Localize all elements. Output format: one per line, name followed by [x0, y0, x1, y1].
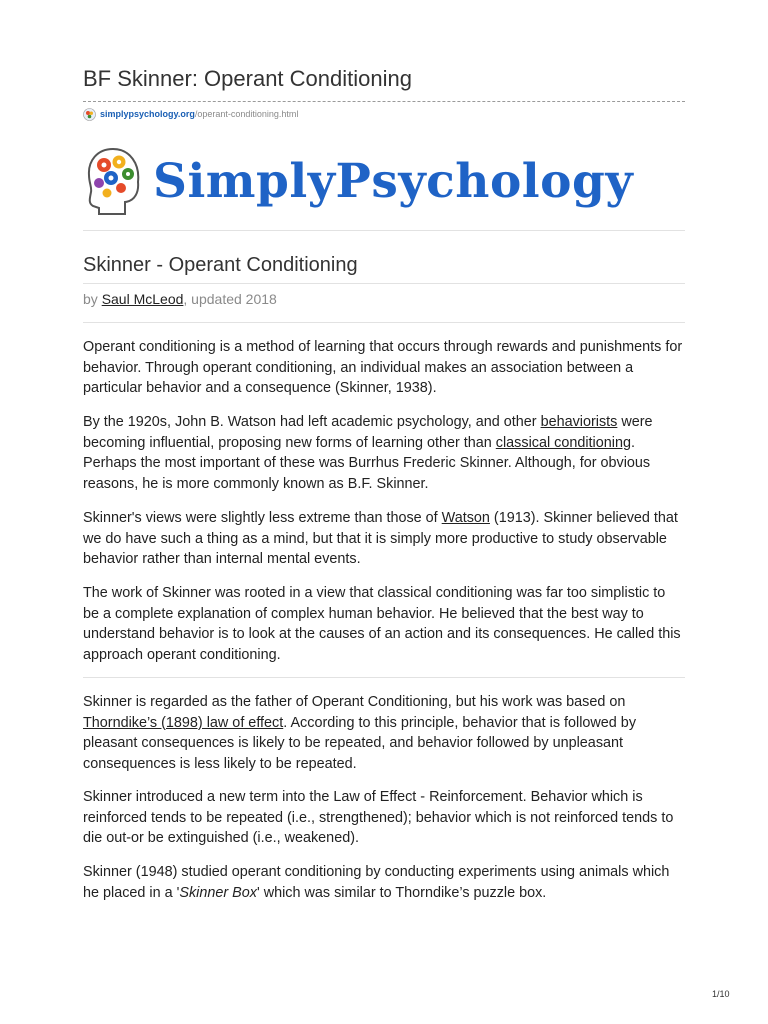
- paragraph-7: Skinner (1948) studied operant conditioning by conducting experiments using animals which he placed in a 'Skinner Box' which was similar to Thorndike’s puzzle box.: [83, 864, 670, 901]
- paragraph-6: Skinner introduced a new term into the Law of Effect - Reinforcement. Behavior which is reinforced tends to be repeated (i.e., strengthened); behavior which is not reinforced tends to die out-or be extinguished (i.e., weakened).: [83, 789, 674, 846]
- classical-conditioning-link[interactable]: classical conditioning: [495, 434, 631, 451]
- page-number: 1/10: [712, 989, 730, 999]
- paragraph-2: By the 1920s, John B. Watson had left academic psychology, and other behaviorists were becoming influential, proposing new forms of learning other than classical conditioning. Perhaps the most important of these was Burrhus Frederic Skinner. Although, for obvious reasons, he is more commonly known as B.F. Skinner.: [83, 414, 653, 492]
- title-divider: [83, 101, 685, 102]
- divider: [83, 322, 685, 323]
- author-link[interactable]: Saul McLeod: [101, 291, 184, 307]
- law-of-effect-link[interactable]: Thorndike’s (1898) law of effect: [83, 714, 284, 731]
- watson-link[interactable]: Watson: [441, 510, 490, 526]
- behaviorists-link[interactable]: behaviorists: [540, 414, 618, 430]
- divider: [83, 677, 685, 678]
- paragraph-3: Skinner's views were slightly less extreme than those of Watson (1913). Skinner believed that we do have such a thing as a mind, but that it is simply more productive to study observable behavior rather than internal mental events.: [83, 510, 678, 567]
- logo-wordmark: SimplyPsychology: [153, 153, 634, 209]
- byline: by Saul McLeod, updated 2018: [83, 291, 277, 307]
- divider: [83, 283, 685, 284]
- source-path[interactable]: /operant-conditioning.html: [194, 109, 299, 119]
- source-url[interactable]: [83, 107, 298, 121]
- skinner-box-term: Skinner Box: [179, 884, 257, 901]
- article-title: Skinner - Operant Conditioning: [83, 254, 358, 276]
- page-title: BF Skinner: Operant Conditioning: [83, 66, 412, 91]
- brain-gears-head-icon: [83, 146, 145, 216]
- paragraph-4: The work of Skinner was rooted in a view that classical conditioning was far too simplistic to be a complete explanation of complex human behavior. He believed that the best way to understand behavior is to look at the causes of an action and its consequences. He called this approach operant conditioning.: [83, 585, 681, 663]
- source-domain[interactable]: simplypsychology.org: [100, 109, 195, 119]
- site-favicon-icon: [83, 108, 96, 121]
- paragraph-5: Skinner is regarded as the father of Operant Conditioning, but his work was based on Thorndike’s (1898) law of effect. According to this principle, behavior that is followed by pleasant consequences is likely to be repeated, and behavior followed by unpleasant consequences is less likely to be repeated.: [83, 694, 637, 772]
- site-logo: [83, 143, 685, 219]
- paragraph-1: Operant conditioning is a method of learning that occurs through rewards and punishments for behavior. Through operant conditioning, an individual makes an association between a particular behavior and a consequence (Skinner, 1938).: [83, 339, 683, 396]
- divider: [83, 230, 685, 231]
